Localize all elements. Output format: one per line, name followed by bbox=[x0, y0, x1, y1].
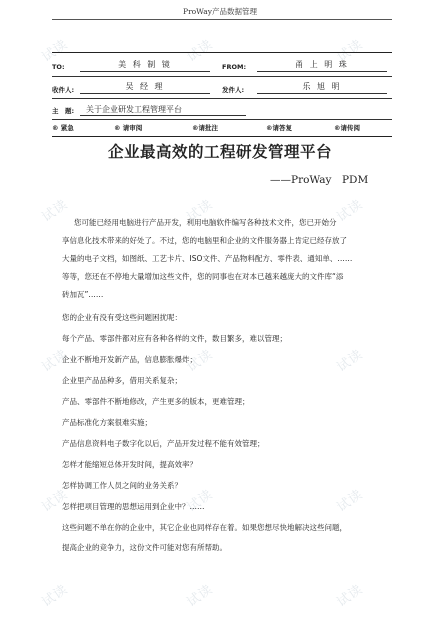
subject-label: 主 题: bbox=[52, 107, 75, 115]
memo-row-divider bbox=[52, 98, 392, 99]
paragraph-line: 等等，您还在不停地大量增加这些文件，您的同事也在对本已越来越庞大的文件库“添 bbox=[62, 272, 344, 281]
checkbox-urgent: ® 紧急 bbox=[52, 124, 74, 132]
problem-item: 怎样才能缩短总体开发时间，提高效率？ bbox=[62, 460, 197, 469]
paragraph-line: 砖加瓦”…… bbox=[62, 290, 104, 299]
problem-item: 产品、零部件不断地修改，产生更多的版本，更难管理； bbox=[62, 397, 250, 406]
watermark: 试读 bbox=[334, 196, 366, 226]
paragraph-line: 提高企业的竞争力，这份文件可能对您有所帮助。 bbox=[62, 543, 227, 552]
recipient-value: 吴 经 理 bbox=[80, 81, 210, 94]
watermark: 试读 bbox=[334, 36, 366, 66]
recipient-label: 收件人: bbox=[52, 86, 75, 94]
memo-row-recipient-sender bbox=[52, 80, 392, 98]
problem-item: 每个产品、零部件都对应有各种各样的文件，数目繁多，难以管理； bbox=[62, 334, 287, 343]
watermark: 试读 bbox=[184, 486, 216, 516]
problem-item: 产品信息资料电子数字化以后，产品开发过程不能有效管理； bbox=[62, 439, 265, 448]
memo-bottom-divider bbox=[52, 136, 392, 137]
problem-item: 怎样把项目管理的思想运用到企业中？…… bbox=[62, 502, 205, 511]
page-header-title: ProWay产品数据管理 bbox=[183, 7, 257, 16]
problem-item: 怎样协调工作人员之间的业务关系？ bbox=[62, 481, 182, 490]
problem-item: 企业里产品品种多，借用关系复杂； bbox=[62, 376, 182, 385]
watermark: 试读 bbox=[334, 346, 366, 376]
document-byline: ——ProWay PDM bbox=[270, 174, 369, 186]
checkbox-reply: ®请答复 bbox=[266, 124, 292, 132]
checkbox-review: ® 请审阅 bbox=[114, 124, 143, 132]
problem-item: 产品标准化方案很难实施； bbox=[62, 418, 152, 427]
from-label: FROM: bbox=[222, 63, 247, 71]
watermark: 试读 bbox=[184, 36, 216, 66]
memo-top-divider bbox=[52, 52, 392, 53]
paragraph-line: 大量的电子文档，如图纸、工艺卡片、ISO文件、产品物料配方、零件表、通知单、…… bbox=[62, 254, 353, 263]
paragraph-line: 这些问题不单在你的企业中，其它企业也同样存在着。如果您想尽快地解决这些问题， bbox=[62, 523, 347, 532]
watermark: 试读 bbox=[39, 346, 71, 376]
watermark: 试读 bbox=[184, 581, 216, 611]
to-label: TO: bbox=[52, 63, 65, 71]
routing-checkboxes bbox=[52, 123, 392, 135]
document-title: 企业最高效的工程研发管理平台 bbox=[107, 143, 332, 161]
checkbox-circulate: ®请传阅 bbox=[334, 124, 360, 132]
memo-row-divider bbox=[52, 76, 392, 77]
checkbox-comment: ®请批注 bbox=[192, 124, 218, 132]
from-value: 甬 上 明 珠 bbox=[257, 59, 387, 72]
memo-row-divider bbox=[52, 119, 392, 120]
watermark: 试读 bbox=[39, 486, 71, 516]
sender-label: 发件人: bbox=[222, 86, 245, 94]
subject-value: 关于企业研发工程管理平台 bbox=[80, 104, 246, 116]
sender-value: 乐 旭 明 bbox=[257, 81, 387, 94]
watermark: 试读 bbox=[184, 196, 216, 226]
header-divider bbox=[52, 19, 392, 20]
watermark: 试读 bbox=[39, 581, 71, 611]
paragraph-line: 享信息化技术带来的好处了。不过，您的电脑里和企业的文件服务器上肯定已经存放了 bbox=[62, 236, 347, 245]
paragraph-line: 您可能已经用电脑进行产品开发，利用电脑软件编写各种技术文件，您已开始分 bbox=[74, 218, 337, 227]
problem-item: 企业不断地开发新产品，信息膨胀爆炸； bbox=[62, 355, 197, 364]
watermark: 试读 bbox=[184, 346, 216, 376]
question-intro: 您的企业有没有受这些问题困扰呢： bbox=[62, 313, 182, 322]
memo-row-to-from bbox=[52, 58, 392, 76]
watermark: 试读 bbox=[334, 581, 366, 611]
watermark: 试读 bbox=[334, 486, 366, 516]
watermark: 试读 bbox=[39, 36, 71, 66]
watermark: 试读 bbox=[39, 196, 71, 226]
to-value: 美 科 制 镜 bbox=[80, 59, 210, 72]
